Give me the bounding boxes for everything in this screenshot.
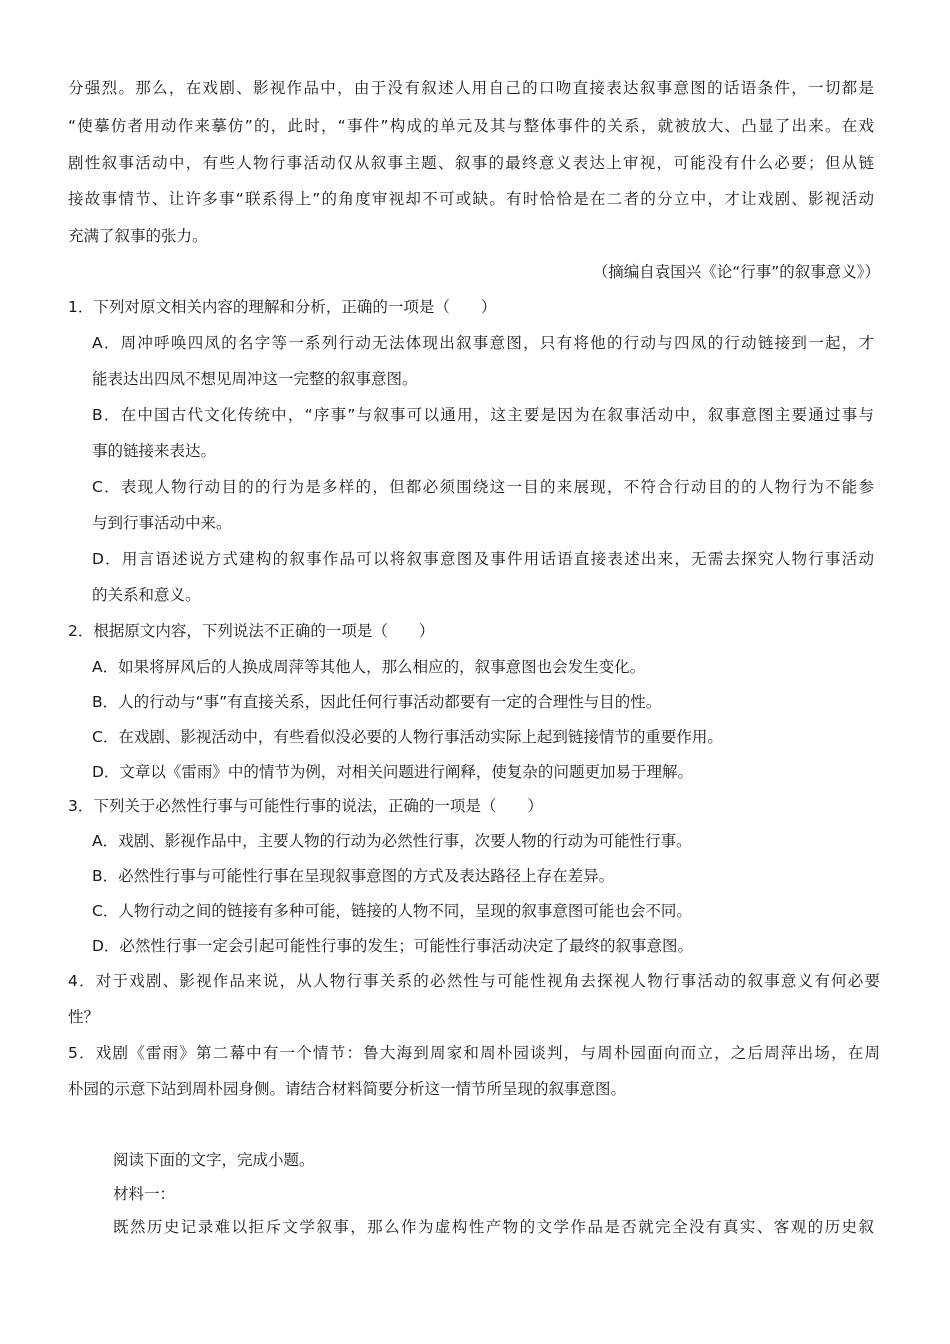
question-2-stem: 2．根据原文内容，下列说法不正确的一项是（ ）: [68, 622, 435, 640]
passage-line: 充满了叙事的张力。: [68, 227, 208, 245]
question-1-option-a: A．周冲呼唤四凤的名字等一系列行动无法体现出叙事意图，只有将他的行动与四凤的行动链接到一起，才: [92, 334, 874, 352]
question-5-stem: 5．戏剧《雷雨》第二幕中有一个情节：鲁大海到周家和周朴园谈判，与周朴园面向而立，之后周萍出场，在周: [68, 1044, 880, 1062]
material-text-line: 既然历史记录难以拒斥文学叙事，那么作为虚构性产物的文学作品是否就完全没有真实、客观的历史叙: [113, 1218, 874, 1236]
question-5-stem-cont: 朴园的示意下站到周朴园身侧。请结合材料简要分析这一情节所呈现的叙事意图。: [68, 1080, 627, 1098]
question-1-option-a-cont: 能表达出四凤不想见周冲这一完整的叙事意图。: [92, 370, 418, 388]
question-3-option-b: B．必然性行事与可能性行事在呈现叙事意图的方式及表达路径上存在差异。: [92, 867, 615, 885]
question-1-option-c-cont: 与到行事活动中来。: [92, 514, 232, 532]
question-2-option-c: C．在戏剧、影视活动中，有些看似没必要的人物行事活动实际上起到链接情节的重要作用。: [92, 728, 723, 746]
question-2-option-d: D．文章以《雷雨》中的情节为例，对相关问题进行阐释，使复杂的问题更加易于理解。: [92, 763, 693, 781]
question-1-option-d-cont: 的关系和意义。: [92, 586, 201, 604]
question-1-option-d: D．用言语述说方式建构的叙事作品可以将叙事意图及事件用话语直接表述出来，无需去探究人物行事活动: [92, 550, 874, 568]
passage-source: （摘编自袁国兴《论“行事”的叙事意义》）: [592, 263, 880, 281]
question-4-stem: 4．对于戏剧、影视作品来说，从人物行事关系的必然性与可能性视角去探视人物行事活动的叙事意义有何必要: [68, 972, 880, 990]
passage-line: 接故事情节、让许多事“联系得上”的角度审视却不可或缺。有时恰恰是在二者的分立中，才让戏剧、影视活动: [68, 190, 874, 208]
question-1-option-c: C．表现人物行动目的的行为是多样的，但都必须围绕这一目的来展现，不符合行动目的的人物行为不能参: [92, 478, 874, 496]
passage-line: 分强烈。那么，在戏剧、影视作品中，由于没有叙述人用自己的口吻直接表达叙事意图的话语条件，一切都是: [68, 79, 874, 97]
passage-line: “使摹仿者用动作来摹仿”的，此时，“事件”构成的单元及其与整体事件的关系，就被放大、凸显了出来。在戏: [68, 117, 874, 135]
question-4-stem-cont: 性？: [68, 1008, 100, 1026]
question-3-option-a: A．戏剧、影视作品中，主要人物的行动为必然性行事，次要人物的行动为可能性行事。: [92, 832, 692, 850]
question-1-option-b: B．在中国古代文化传统中，“序事”与叙事可以通用，这主要是因为在叙事活动中，叙事意图主要通过事与: [92, 406, 874, 424]
material-label: 材料一：: [113, 1185, 176, 1203]
question-3-stem: 3．下列关于必然性行事与可能性行事的说法，正确的一项是（ ）: [68, 797, 543, 815]
question-3-option-c: C．人物行动之间的链接有多种可能，链接的人物不同，呈现的叙事意图可能也会不同。: [92, 902, 692, 920]
question-2-option-a: A．如果将屏风后的人换成周萍等其他人，那么相应的，叙事意图也会发生变化。: [92, 658, 646, 676]
passage-line: 剧性叙事活动中，有些人物行事活动仅从叙事主题、叙事的最终意义表达上审视，可能没有什么必要；但从链: [68, 154, 874, 172]
question-3-option-d: D．必然性行事一定会引起可能性行事的发生；可能性行事活动决定了最终的叙事意图。: [92, 937, 693, 955]
question-1-stem: 1．下列对原文相关内容的理解和分析，正确的一项是（ ）: [68, 298, 497, 316]
question-2-option-b: B．人的行动与“事”有直接关系，因此任何行事活动都要有一定的合理性与目的性。: [92, 693, 662, 711]
question-1-option-b-cont: 事的链接来表达。: [92, 442, 217, 460]
reading-instruction: 阅读下面的文字，完成小题。: [113, 1151, 315, 1169]
